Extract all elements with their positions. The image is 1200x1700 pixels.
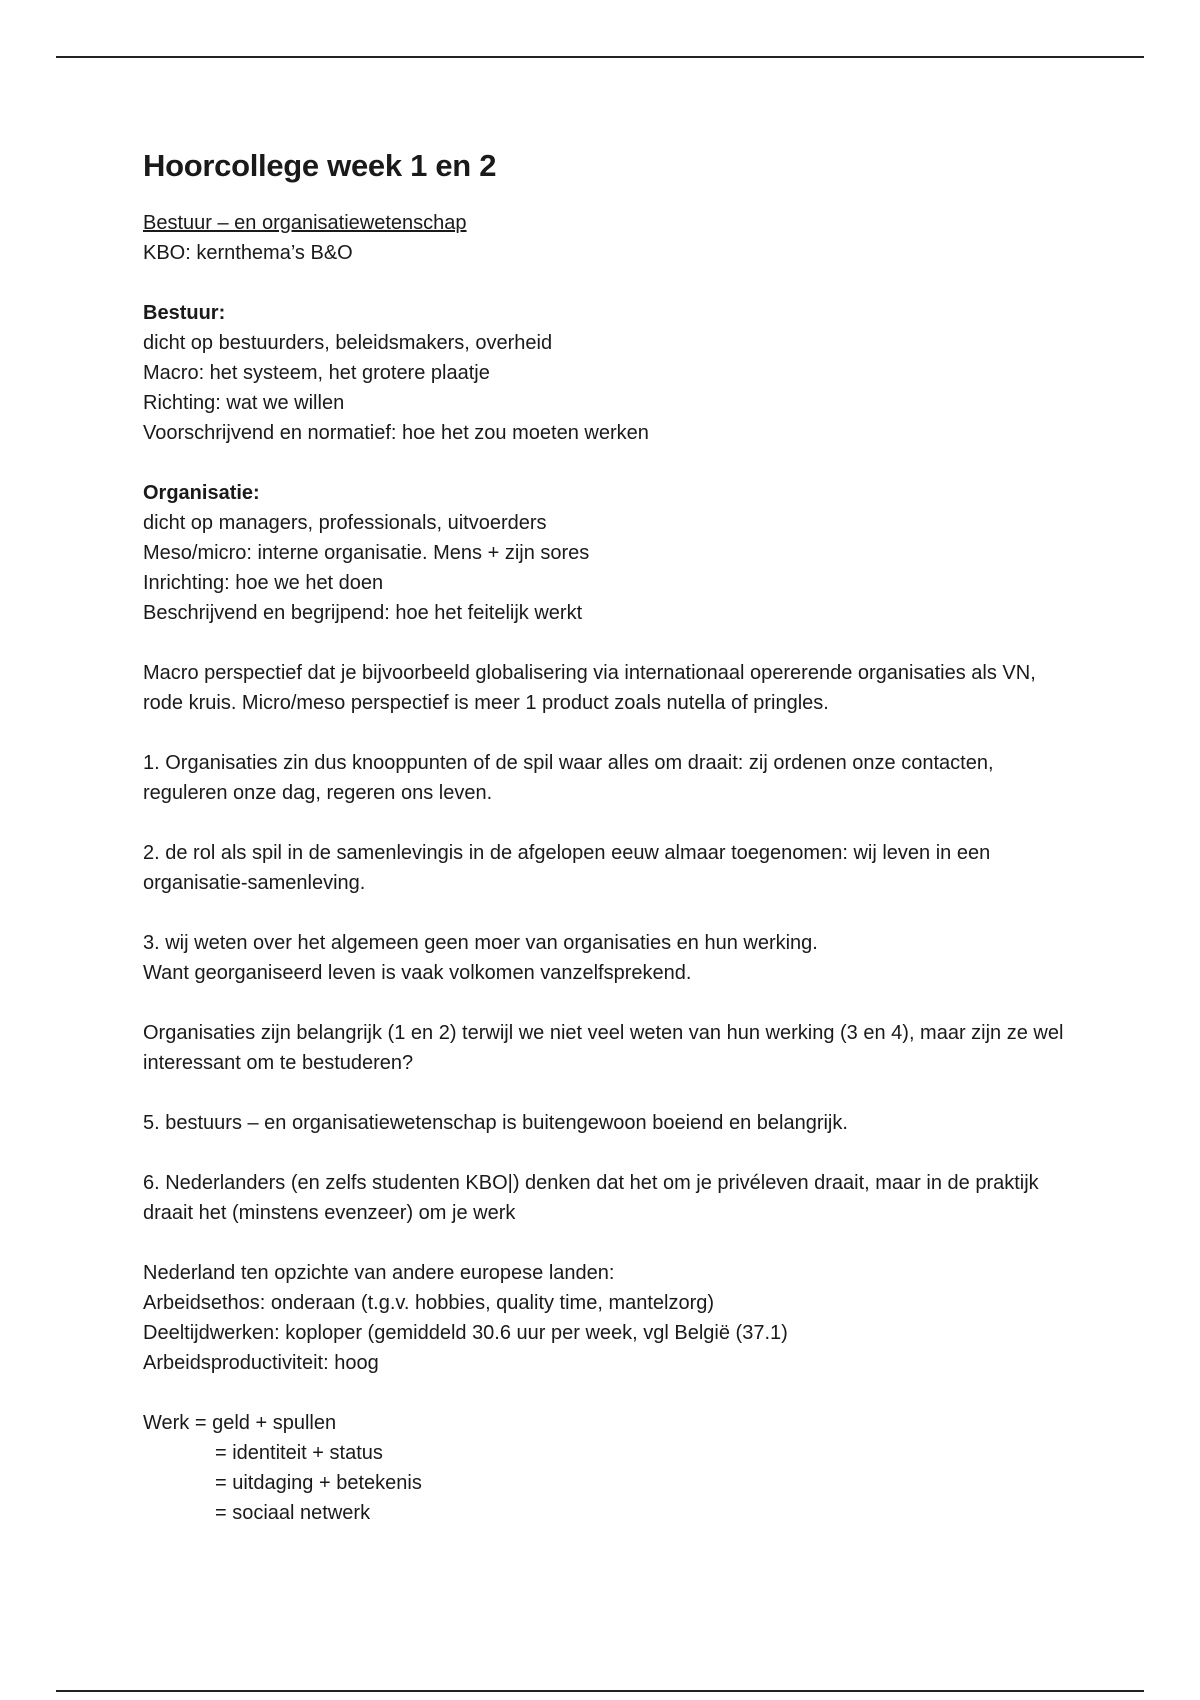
organisatie-line: Meso/micro: interne organisatie. Mens + zijn sores xyxy=(143,542,590,564)
top-rule xyxy=(56,56,1144,58)
point-3-continued: Want georganiseerd leven is vaak volkomen vanzelfsprekend. xyxy=(143,962,692,984)
bestuur-section xyxy=(143,298,1073,448)
nederland-line: Arbeidsethos: onderaan (t.g.v. hobbies, quality time, mantelzorg) xyxy=(143,1292,715,1314)
nederland-section xyxy=(143,1258,1073,1378)
bestuur-line: Macro: het systeem, het grotere plaatje xyxy=(143,362,490,384)
nederland-line: Arbeidsproductiviteit: hoog xyxy=(143,1352,379,1374)
point-6: 6. Nederlanders (en zelfs studenten KBO|) denken dat het om je privéleven draait, maar in de praktijk draait het (minstens evenzeer) om je werk xyxy=(143,1172,1039,1224)
nederland-line: Deeltijdwerken: koploper (gemiddeld 30.6 uur per week, vgl België (37.1) xyxy=(143,1322,788,1344)
perspectief-paragraph: Macro perspectief dat je bijvoorbeeld globalisering via internationaal opererende organisaties als VN, rode kruis. Micro/meso perspectief is meer 1 product zoals nutella of pringles. xyxy=(143,662,1036,714)
organisatie-section xyxy=(143,478,1073,628)
organisatie-line: dicht op managers, professionals, uitvoerders xyxy=(143,512,547,534)
course-line: KBO: kernthema’s B&O xyxy=(143,242,353,264)
nederland-intro: Nederland ten opzichte van andere europese landen: xyxy=(143,1262,615,1284)
werk-section xyxy=(143,1408,1073,1528)
bottom-rule xyxy=(56,1690,1144,1692)
document-body xyxy=(143,208,1073,1528)
point-2: 2. de rol als spil in de samenlevingis in de afgelopen eeuw almaar toegenomen: wij leven in een organisatie-samenleving. xyxy=(143,842,991,894)
organisatie-line: Beschrijvend en begrijpend: hoe het feitelijk werkt xyxy=(143,602,583,624)
bestuur-line: dicht op bestuurders, beleidsmakers, overheid xyxy=(143,332,553,354)
point-3: 3. wij weten over het algemeen geen moer van organisaties en hun werking. xyxy=(143,932,818,954)
bestuur-line: Voorschrijvend en normatief: hoe het zou moeten werken xyxy=(143,422,649,444)
werk-first-line: Werk = geld + spullen xyxy=(143,1412,337,1434)
point-5: 5. bestuurs – en organisatiewetenschap is buitengewoon boeiend en belangrijk. xyxy=(143,1112,848,1134)
werk-line: = identiteit + status xyxy=(215,1442,383,1464)
document-page xyxy=(143,146,1073,1528)
bestuur-heading: Bestuur: xyxy=(143,302,226,324)
document-title: Hoorcollege week 1 en 2 xyxy=(143,148,497,183)
belangrijk-paragraph: Organisaties zijn belangrijk (1 en 2) terwijl we niet veel weten van hun werking (3 en 4), maar zijn ze wel interessant om te bestuderen? xyxy=(143,1022,1064,1074)
bestuur-line: Richting: wat we willen xyxy=(143,392,345,414)
point-1: 1. Organisaties zin dus knooppunten of de spil waar alles om draait: zij ordenen onze contacten, reguleren onze dag, regeren ons leven. xyxy=(143,752,994,804)
werk-line: = uitdaging + betekenis xyxy=(215,1472,422,1494)
werk-line: = sociaal netwerk xyxy=(215,1502,371,1524)
organisatie-heading: Organisatie: xyxy=(143,482,260,504)
organisatie-line: Inrichting: hoe we het doen xyxy=(143,572,384,594)
subject-heading: Bestuur – en organisatiewetenschap xyxy=(143,212,467,234)
